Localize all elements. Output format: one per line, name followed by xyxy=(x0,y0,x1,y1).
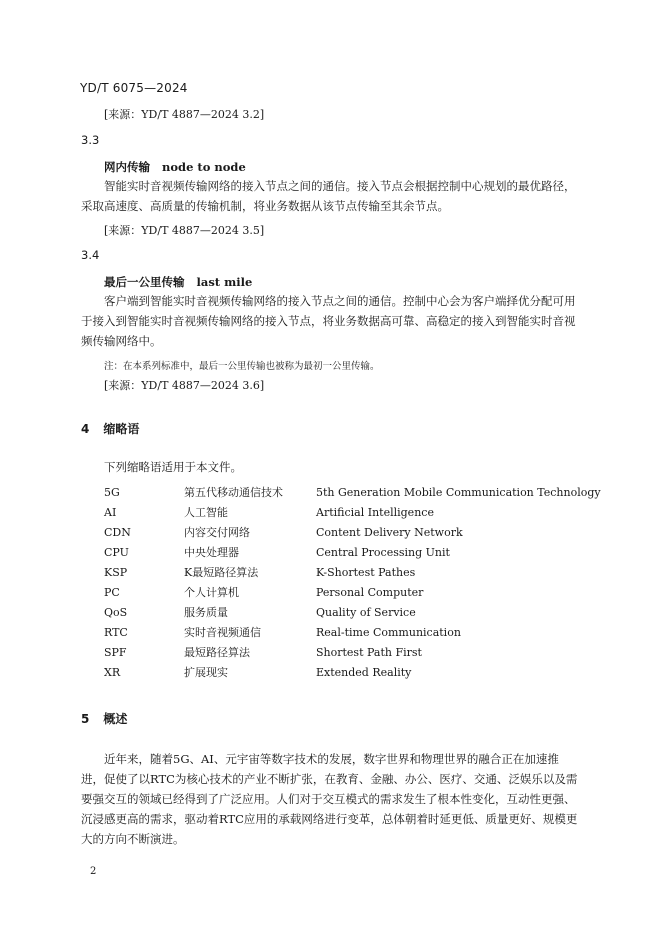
abbreviation-row xyxy=(104,662,601,682)
term-3-3 xyxy=(104,159,246,175)
abbreviation-code: CDN xyxy=(104,525,131,539)
abbreviation-row xyxy=(104,522,601,542)
abbreviation-en: K-Shortest Pathes xyxy=(316,565,416,579)
abbreviation-cn: 人工智能 xyxy=(184,506,228,519)
standard-code-header: YD/T 6075—2024 xyxy=(80,81,188,95)
abbreviation-cn: 内容交付网络 xyxy=(184,526,250,539)
abbreviation-code: CPU xyxy=(104,545,129,559)
abbreviation-cn: 扩展现实 xyxy=(184,666,228,679)
source-ref-3-3: [来源：YD/T 4887—2024 3.5] xyxy=(104,224,265,237)
page-number: 2 xyxy=(90,866,97,877)
term-en: node to node xyxy=(162,160,246,174)
abbreviation-row xyxy=(104,502,601,522)
abbreviation-row xyxy=(104,482,601,502)
abbreviation-en: Shortest Path First xyxy=(316,645,422,659)
abbreviation-code: XR xyxy=(104,665,121,679)
abbreviation-en: 5th Generation Mobile Communication Technology xyxy=(316,485,601,499)
term-3-4 xyxy=(104,274,252,290)
abbreviation-cn: 个人计算机 xyxy=(184,586,239,599)
section-number: 4 xyxy=(81,422,90,436)
abbreviation-row xyxy=(104,542,601,562)
abbreviations-table xyxy=(104,482,601,682)
abbreviation-row xyxy=(104,582,601,602)
abbreviation-en: Central Processing Unit xyxy=(316,545,450,559)
section-number: 5 xyxy=(81,712,90,726)
abbreviation-code: AI xyxy=(104,505,117,519)
abbreviation-code: QoS xyxy=(104,605,128,619)
abbreviation-en: Content Delivery Network xyxy=(316,525,463,539)
section-title: 概述 xyxy=(103,712,128,726)
abbreviation-en: Extended Reality xyxy=(316,665,412,679)
abbreviation-en: Artificial Intelligence xyxy=(316,505,434,519)
section-title: 缩略语 xyxy=(103,422,140,436)
abbreviation-cn: 中央处理器 xyxy=(184,546,239,559)
abbreviation-code: KSP xyxy=(104,565,128,579)
abbreviations-intro: 下列缩略语适用于本文件。 xyxy=(104,460,242,474)
term-en: last mile xyxy=(196,275,253,289)
abbreviation-row xyxy=(104,562,601,582)
section-heading-5 xyxy=(81,710,127,727)
source-ref-3-4: [来源：YD/T 4887—2024 3.6] xyxy=(104,379,265,392)
term-cn: 网内传输 xyxy=(104,160,150,174)
abbreviation-en: Real-time Communication xyxy=(316,625,461,639)
abbreviation-en: Personal Computer xyxy=(316,585,424,599)
abbreviation-code: PC xyxy=(104,585,120,599)
definition-3-3: 智能实时音视频传输网络的接入节点之间的通信。接入节点会根据控制中心规划的最优路径，采取高速度、高质量的传输机制，将业务数据从该节点传输至其余节点。 xyxy=(81,179,576,213)
section-heading-4 xyxy=(81,420,139,437)
abbreviation-cn: 最短路径算法 xyxy=(184,646,250,659)
abbreviation-row xyxy=(104,602,601,622)
abbreviation-en: Quality of Service xyxy=(316,605,416,619)
section-number-3-4: 3.4 xyxy=(81,248,100,262)
source-ref-3-2: [来源：YD/T 4887—2024 3.2] xyxy=(104,108,265,121)
abbreviation-code: SPF xyxy=(104,645,127,659)
abbreviation-code: RTC xyxy=(104,625,128,639)
term-cn: 最后一公里传输 xyxy=(104,275,185,289)
section-number-3-3: 3.3 xyxy=(81,133,100,147)
abbreviation-row xyxy=(104,642,601,662)
abbreviation-cn: K最短路径算法 xyxy=(184,566,259,579)
definition-3-4: 客户端到智能实时音视频传输网络的接入节点之间的通信。控制中心会为客户端择优分配可用于接入到智能实时音视频传输网络的接入节点，将业务数据高可靠、高稳定的接入到智能实时音视频传输网络中。 xyxy=(81,294,576,348)
abbreviation-cn: 实时音视频通信 xyxy=(184,626,261,639)
abbreviation-cn: 服务质量 xyxy=(184,606,228,619)
abbreviation-cn: 第五代移动通信技术 xyxy=(184,486,283,499)
abbreviation-row xyxy=(104,622,601,642)
note-3-4: 注：在本系列标准中，最后一公里传输也被称为最初一公里传输。 xyxy=(104,361,380,372)
overview-paragraph: 近年来，随着5G、AI、元宇宙等数字技术的发展，数字世界和物理世界的融合正在加速推进，促使了以RTC为核心技术的产业不断扩张，在教育、金融、办公、医疗、交通、泛娱乐以及需要强交互的领域已经得到了广泛应用。人们对于交互模式的需求发生了根本性变化，互动性更强、沉浸感更高的需求，驱动着RTC应用的承载网络进行变革，总体朝着时延更低、质量更好、规模更大的方向不断演进。 xyxy=(81,752,578,846)
abbreviation-code: 5G xyxy=(104,485,120,499)
